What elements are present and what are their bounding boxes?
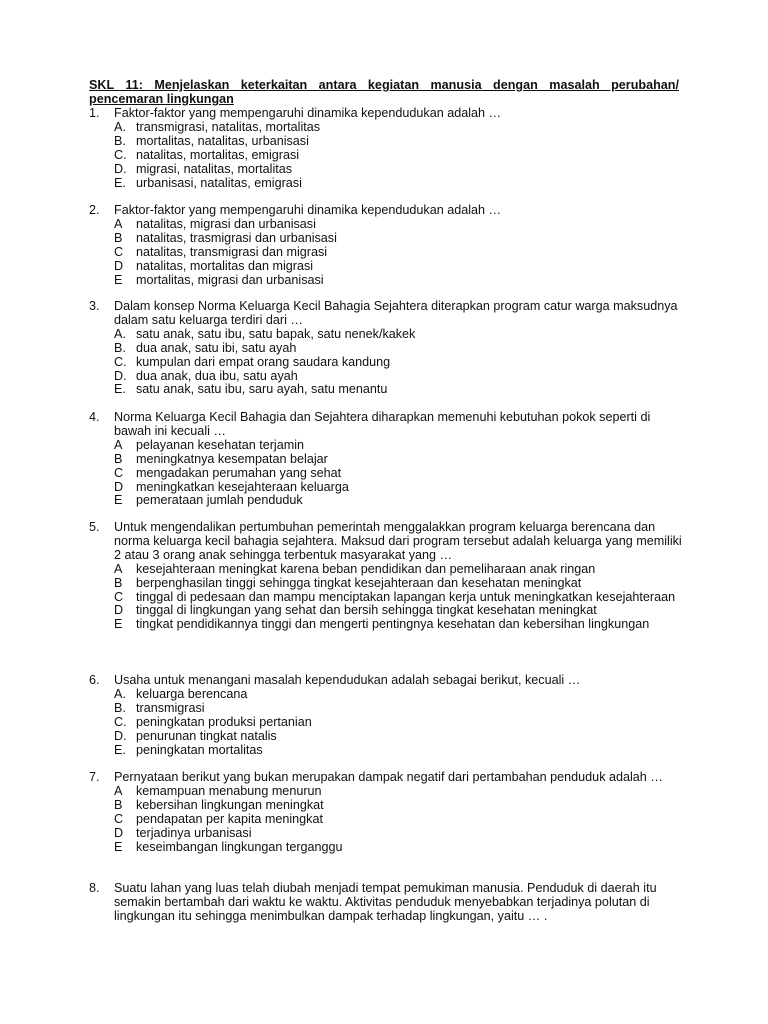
section-heading: SKL 11: Menjelaskan keterkaitan antara kegiatan manusia dengan masalah perubahan/ pencemaran lingkungan (89, 78, 679, 106)
option-e: E. satu anak, satu ibu, saru ayah, satu menantu (114, 382, 388, 397)
question-5 (89, 521, 689, 632)
question-number: 2. (89, 203, 100, 217)
question-6 (89, 674, 689, 757)
question-text: Suatu lahan yang luas telah diubah menjadi tempat pemukiman manusia. Penduduk di daerah itu semakin bertambah dari waktu ke waktu. Aktivitas penduduk menyebabkan terjadinya polutan di lingkungan itu sehingga menimbulkan dampak terhadap lingkungan, yaitu … . (114, 881, 657, 923)
question-number: 6. (89, 673, 100, 687)
question-text: Faktor-faktor yang mempengaruhi dinamika kependudukan adalah … (114, 106, 502, 120)
option-e: E keseimbangan lingkungan terganggu (114, 839, 343, 854)
question-2 (89, 204, 689, 287)
option-c: C. peningkatan produksi pertanian (114, 714, 312, 729)
question-text: Untuk mengendalikan pertumbuhan pemerintah menggalakkan program keluarga berencana dan norma keluarga kecil bahagia sejahtera. Maksud dari program tersebut adalah keluarga yang memiliki 2 atau 3 orang anak sehingga terbentuk masyarakat yang … (114, 520, 682, 562)
option-d: D meningkatkan kesejahteraan keluarga (114, 479, 349, 494)
question-text: Pernyataan berikut yang bukan merupakan dampak negatif dari pertambahan penduduk adalah … (114, 770, 663, 784)
option-d: D. migrasi, natalitas, mortalitas (114, 161, 293, 176)
question-number: 3. (89, 299, 100, 313)
option-e: E tingkat pendidikannya tinggi dan mengerti pentingnya kesehatan dan kebersihan lingkungan (114, 617, 650, 632)
option-a: A. transmigrasi, natalitas, mortalitas (114, 119, 321, 134)
question-1 (89, 107, 689, 190)
option-a: A. keluarga berencana (114, 686, 248, 701)
option-e: E. peningkatan mortalitas (114, 742, 263, 757)
option-a: A. satu anak, satu ibu, satu bapak, satu nenek/kakek (114, 326, 416, 341)
question-4 (89, 411, 689, 508)
option-b: B. transmigrasi (114, 700, 205, 715)
option-e: E. urbanisasi, natalitas, emigrasi (114, 175, 302, 190)
question-number: 1. (89, 106, 100, 120)
option-b: B kebersihan lingkungan meningkat (114, 797, 324, 812)
option-e: E mortalitas, migrasi dan urbanisasi (114, 272, 324, 287)
option-c: C natalitas, transmigrasi dan migrasi (114, 244, 328, 259)
option-e: E pemerataan jumlah penduduk (114, 493, 303, 508)
question-7 (89, 771, 689, 854)
option-d: D. penurunan tingkat natalis (114, 728, 277, 743)
option-c: C. kumpulan dari empat orang saudara kandung (114, 354, 391, 369)
option-c: C pendapatan per kapita meningkat (114, 811, 323, 826)
option-d: D. dua anak, dua ibu, satu ayah (114, 368, 298, 383)
question-text: Dalam konsep Norma Keluarga Kecil Bahagia Sejahtera diterapkan program catur warga maksudnya dalam satu keluarga terdiri dari … (114, 299, 678, 327)
question-text: Faktor-faktor yang mempengaruhi dinamika kependudukan adalah … (114, 203, 502, 217)
option-a: A pelayanan kesehatan terjamin (114, 437, 305, 452)
option-a: A kemampuan menabung menurun (114, 783, 322, 798)
option-b: B berpenghasilan tinggi sehingga tingkat kesejahteraan dan kesehatan meningkat (114, 575, 582, 590)
option-b: B. dua anak, satu ibi, satu ayah (114, 340, 297, 355)
question-number: 5. (89, 520, 100, 534)
option-c: C mengadakan perumahan yang sehat (114, 465, 342, 480)
question-number: 4. (89, 410, 100, 424)
option-b: B. mortalitas, natalitas, urbanisasi (114, 133, 309, 148)
option-a: A kesejahteraan meningkat karena beban pendidikan dan pemeliharaan anak ringan (114, 561, 596, 576)
option-c: C tinggal di pedesaan dan mampu menciptakan lapangan kerja untuk meningkatkan kesejahteraan (114, 589, 676, 604)
question-8 (89, 882, 689, 924)
option-d: D natalitas, mortalitas dan migrasi (114, 258, 314, 273)
option-b: B natalitas, trasmigrasi dan urbanisasi (114, 230, 337, 245)
option-b: B meningkatnya kesempatan belajar (114, 451, 328, 466)
question-number: 8. (89, 881, 100, 895)
option-d: D tinggal di lingkungan yang sehat dan bersih sehingga tingkat kesehatan meningkat (114, 603, 597, 618)
question-text: Norma Keluarga Kecil Bahagia dan Sejahtera diharapkan memenuhi kebutuhan pokok seperti di bawah ini kecuali … (114, 410, 651, 438)
question-number: 7. (89, 770, 100, 784)
question-3 (89, 300, 689, 397)
option-a: A natalitas, migrasi dan urbanisasi (114, 216, 316, 231)
question-text: Usaha untuk menangani masalah kependudukan adalah sebagai berikut, kecuali … (114, 673, 581, 687)
option-d: D terjadinya urbanisasi (114, 825, 252, 840)
option-c: C. natalitas, mortalitas, emigrasi (114, 147, 300, 162)
